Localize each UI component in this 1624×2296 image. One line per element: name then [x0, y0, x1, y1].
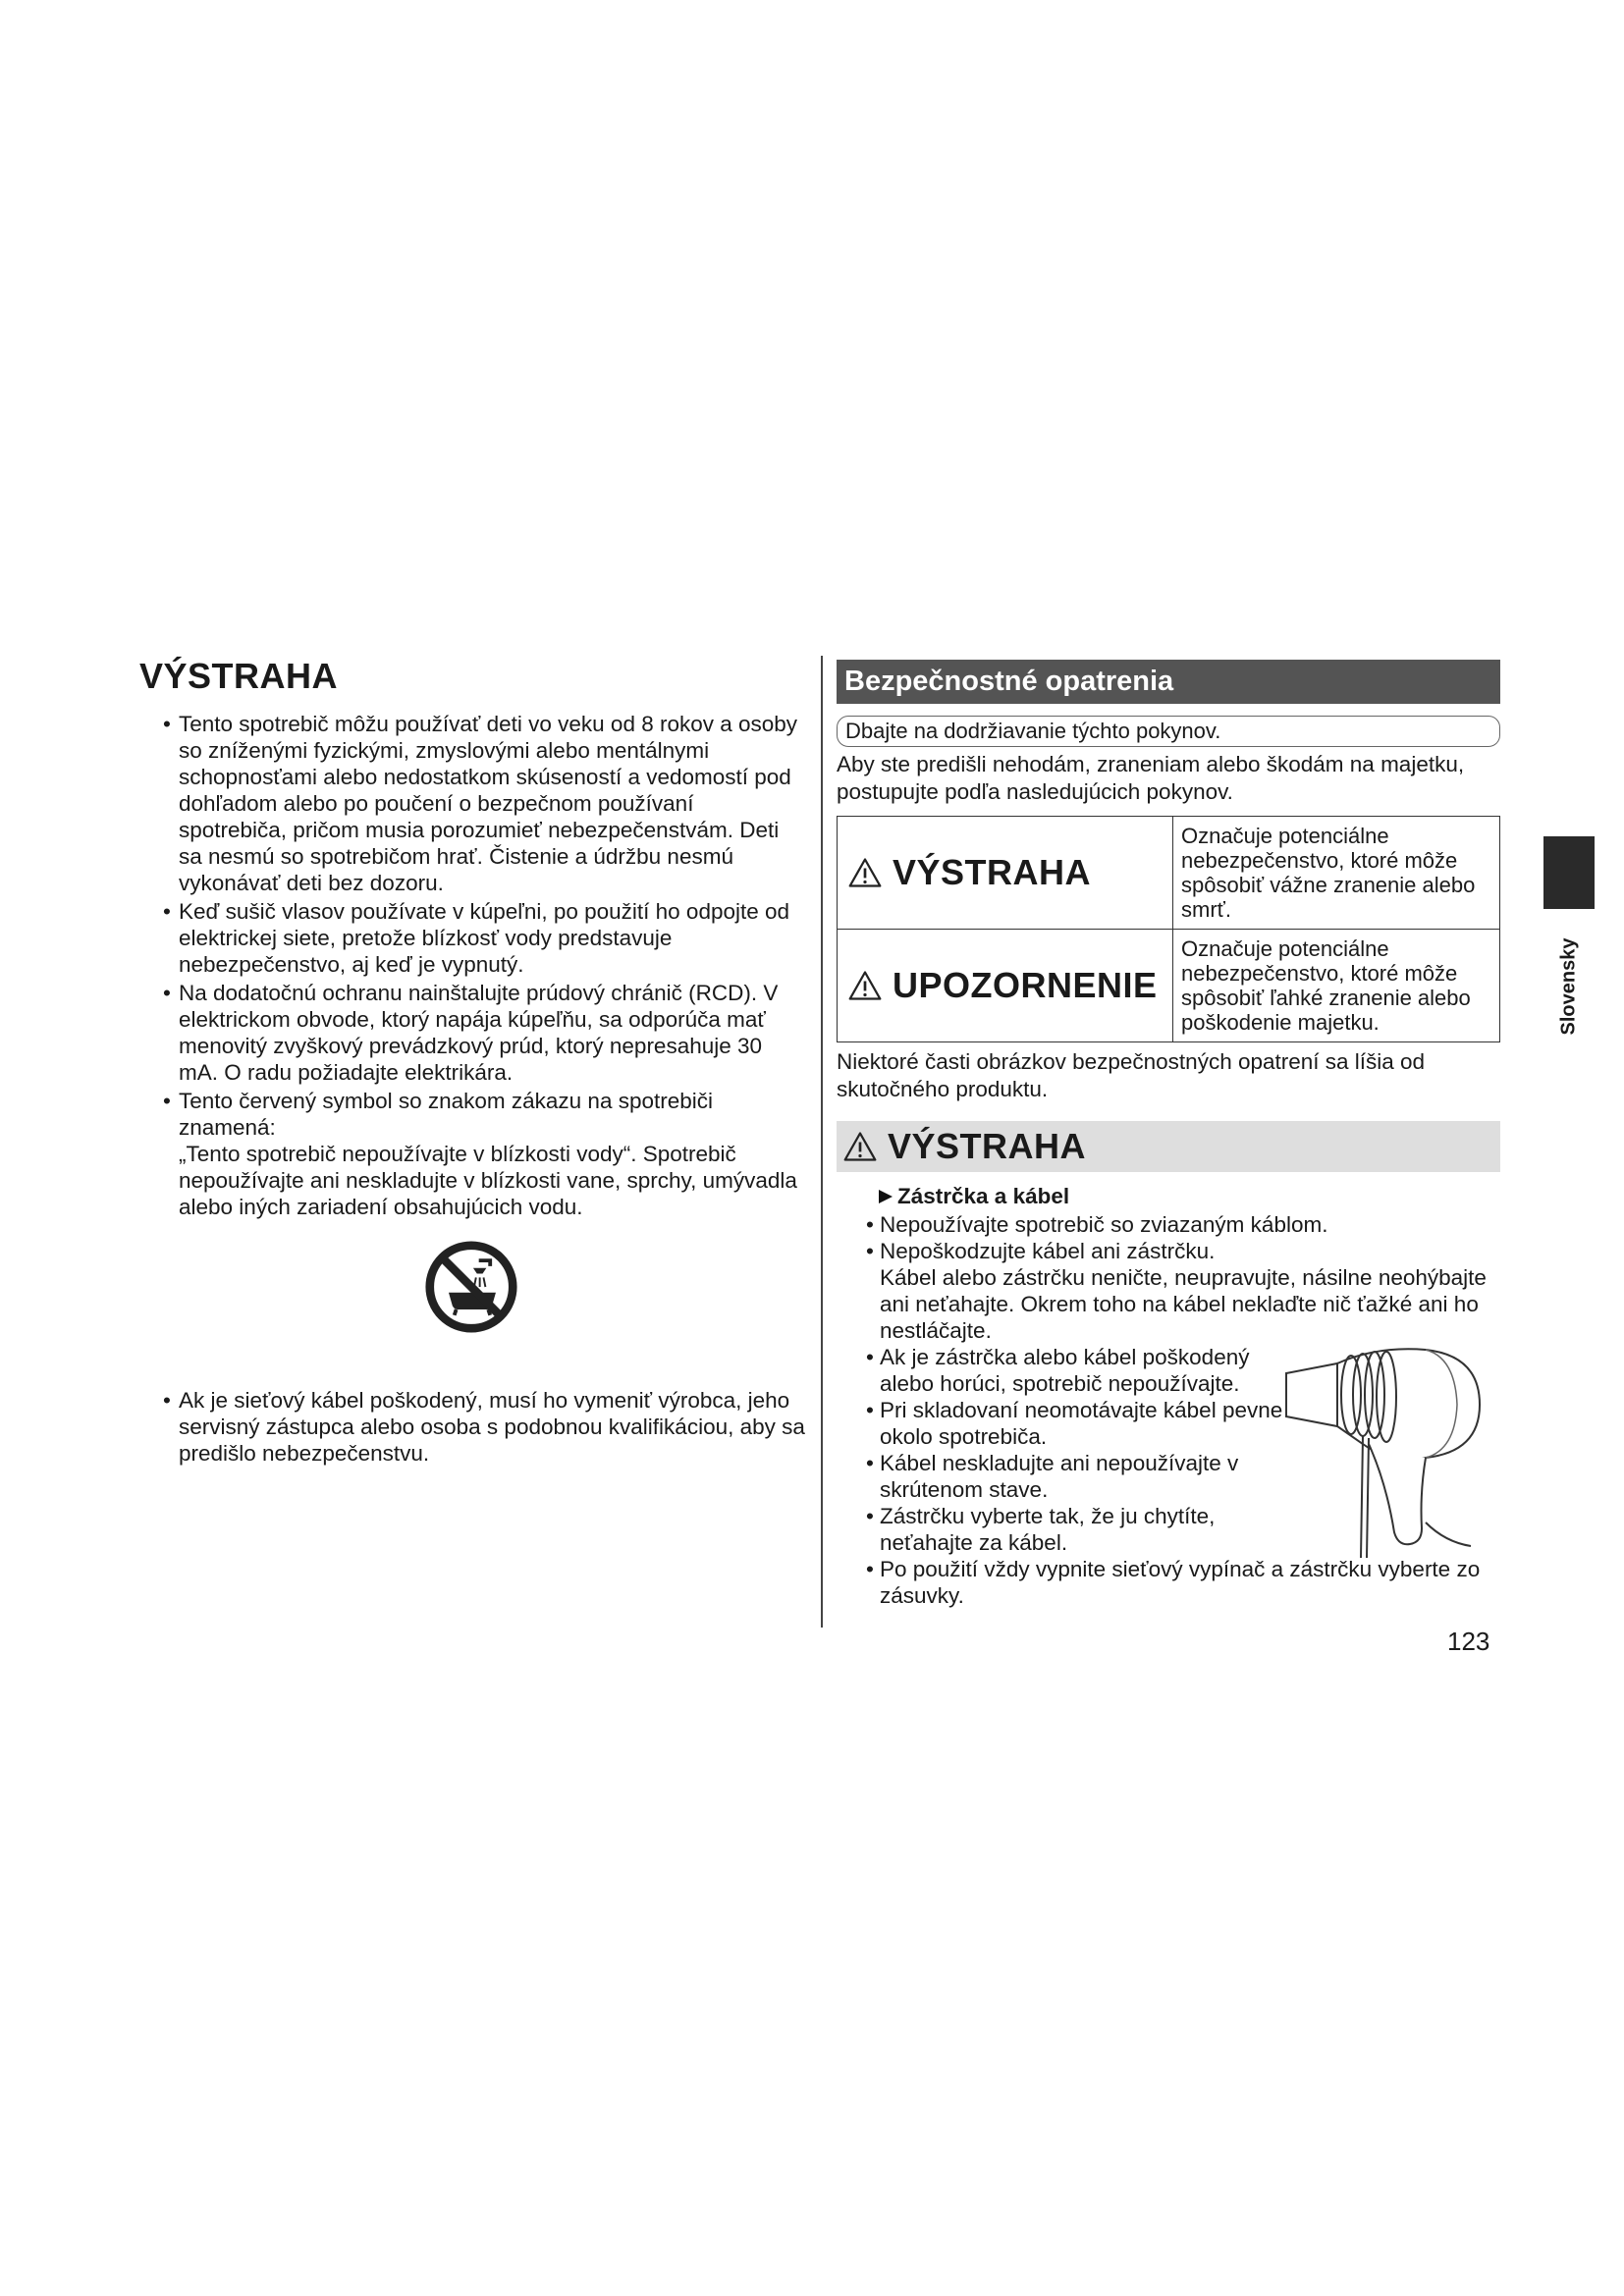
bullet-cable-replace: • Ak je sieťový kábel poškodený, musí ho vymeniť výrobca, jeho servisný zástupca alebo osoba s podobnou kvalifikáciou, aby sa predišlo nebezpečenstvu.	[139, 1387, 807, 1467]
intro-text: Aby ste predišli nehodám, zraneniam alebo škodám na majetku, postupujte podľa nasledujúcich pokynov.	[837, 752, 1465, 804]
bullet-rcd: • Na dodatočnú ochranu nainštalujte prúdový chránič (RCD). V elektrickom obvode, ktorý napája kúpeľňu, sa odporúča mať menovitý zvyškový prevádzkový prúd, ktorý nepresahuje 30 mA. O radu požiadajte elektrikára.	[139, 980, 807, 1086]
legend-label-caution: UPOZORNENIE	[893, 965, 1158, 1005]
no-bath-water-icon	[424, 1240, 518, 1334]
bullet-tied-cable: • Nepoužívajte spotrebič so zviazaným káblom.	[837, 1211, 1500, 1238]
section-title: Bezpečnostné opatrenia	[837, 660, 1500, 704]
page-number: 123	[1447, 1627, 1490, 1656]
triangle-right-icon	[878, 1189, 893, 1204]
right-column	[837, 660, 1500, 1609]
bullet-pull-plug: • Zástrčku vyberte tak, že ju chytíte, neťahajte za kábel.	[837, 1503, 1292, 1556]
warning-bar	[837, 1121, 1500, 1172]
bullet-no-wrap: • Pri skladovaní neomotávajte kábel pevne okolo spotrebiča.	[837, 1397, 1292, 1450]
legend-row-warning	[838, 817, 1500, 930]
language-tab-block	[1543, 836, 1595, 909]
column-divider	[821, 656, 823, 1628]
sign-wrap	[139, 1240, 807, 1348]
legend-desc-warning: Označuje potenciálne nebezpečenstvo, ktoré môže spôsobiť vážne zranenie alebo smrť.	[1173, 817, 1500, 930]
warning-bar-label: VÝSTRAHA	[888, 1126, 1087, 1166]
dryer-area	[837, 1344, 1500, 1556]
bullet-damaged-hot: • Ak je zástrčka alebo kábel poškodený alebo horúci, spotrebič nepoužívajte.	[837, 1344, 1292, 1397]
left-bullet-list	[139, 711, 807, 1220]
left-column	[139, 656, 807, 1468]
warning-triangle-icon	[842, 1130, 878, 1163]
bullet-children-use: • Tento spotrebič môžu používať deti vo veku od 8 rokov a osoby so zníženými fyzickými, zmyslovými alebo mentálnymi schopnosťami alebo nedostatkom skúseností a vedomostí pod dohľadom alebo po poučení o bezpečnom používaní spotrebiča, pričom musia porozumieť nebezpečenstvám. Deti sa nesmú so spotrebičom hrať. Čistenie a údržbu nesmú vykonávať deti bez dozoru.	[139, 711, 807, 896]
plug-bullets-top	[837, 1211, 1500, 1344]
left-bullet-list-2	[139, 1387, 807, 1467]
left-warning-title: VÝSTRAHA	[139, 656, 339, 696]
legend-row-caution	[838, 930, 1500, 1042]
subhead-text: Zástrčka a kábel	[897, 1184, 1070, 1208]
language-tab	[1532, 923, 1606, 1050]
language-tab-label: Slovensky	[1557, 937, 1580, 1036]
warning-triangle-icon	[847, 969, 883, 1002]
illustration-note: Niektoré časti obrázkov bezpečnostných opatrení sa líšia od skutočného produktu.	[837, 1049, 1426, 1101]
bullet-switch-off: • Po použití vždy vypnite sieťový vypínač a zástrčku vyberte zo zásuvky.	[837, 1556, 1500, 1609]
instruction-pill: Dbajte na dodržiavanie týchto pokynov.	[837, 716, 1500, 747]
hair-dryer-wrapped-cord-icon	[1278, 1336, 1494, 1562]
legend-label-warning: VÝSTRAHA	[893, 852, 1092, 892]
bullet-no-twist: • Kábel neskladujte ani nepoužívajte v skrútenom stave.	[837, 1450, 1292, 1503]
plug-bullets-last	[837, 1556, 1500, 1609]
bullet-no-damage: • Nepoškodzujte kábel ani zástrčku. Kábel alebo zástrčku neničte, neupravujte, násilne neohýbajte ani neťahajte. Okrem toho na kábel neklaďte nič ťažké ani ho nestláčajte.	[837, 1238, 1500, 1344]
legend-desc-caution: Označuje potenciálne nebezpečenstvo, ktoré môže spôsobiť ľahké zranenie alebo poškodenie majetku.	[1173, 930, 1500, 1042]
subhead-plug-cable	[878, 1184, 1500, 1209]
hazard-legend-table	[837, 816, 1500, 1042]
bullet-red-symbol: • Tento červený symbol so znakom zákazu na spotrebiči znamená: „Tento spotrebič nepoužívajte v blízkosti vody“. Spotrebič nepoužívajte ani neskladujte v blízkosti vane, sprchy, umývadla alebo iných zariadení obsahujúcich vodu.	[139, 1088, 807, 1220]
warning-triangle-icon	[847, 856, 883, 889]
bullet-bathroom-unplug: • Keď sušič vlasov používate v kúpeľni, po použití ho odpojte od elektrickej siete, pretože blízkosť vody predstavuje nebezpečenstvo, aj keď je vypnutý.	[139, 898, 807, 978]
